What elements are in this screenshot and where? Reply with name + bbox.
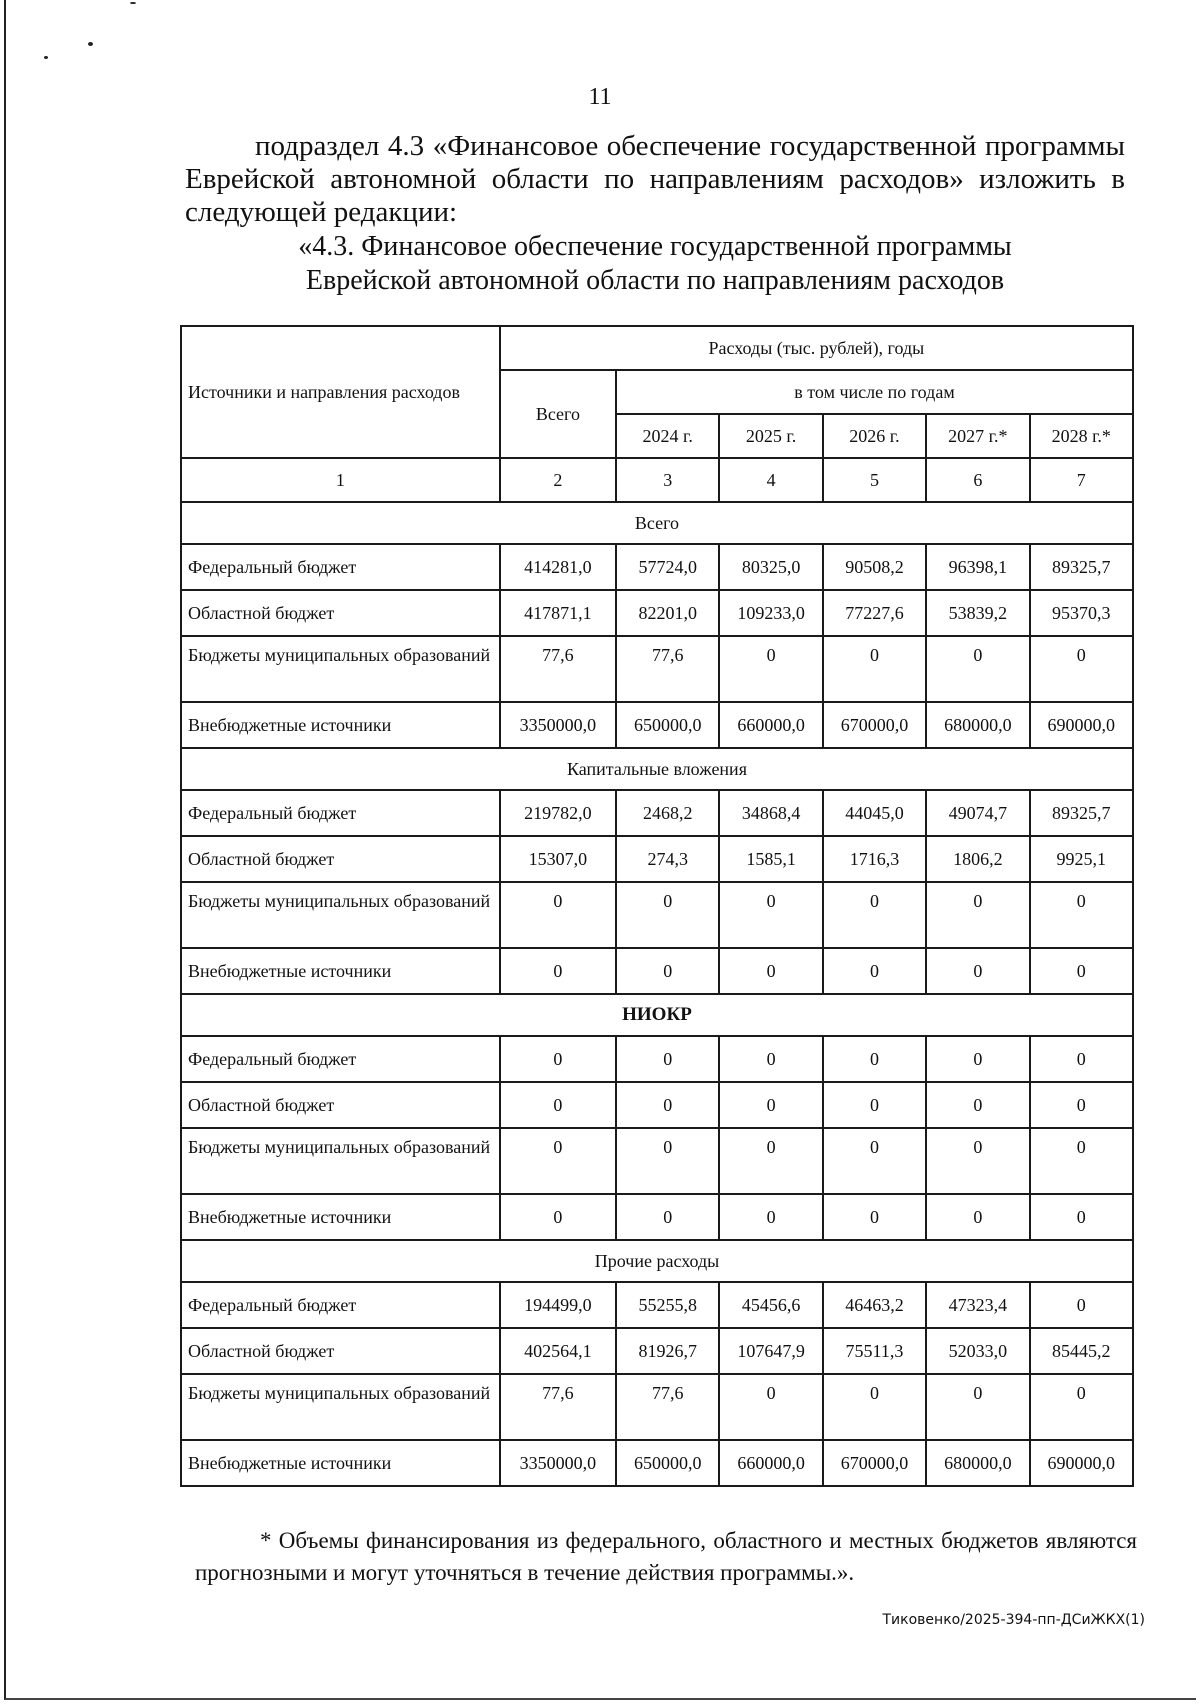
cell-year-value: 109233,0 xyxy=(719,590,822,636)
cell-total: 402564,1 xyxy=(500,1328,616,1374)
cell-year-value: 107647,9 xyxy=(719,1328,822,1374)
cell-year-value: 45456,6 xyxy=(719,1282,822,1328)
table-row xyxy=(181,1128,1133,1194)
table-row xyxy=(181,836,1133,882)
cell-year-value: 55255,8 xyxy=(616,1282,719,1328)
cell-year-value: 9925,1 xyxy=(1030,836,1133,882)
column-number: 5 xyxy=(823,458,926,502)
cell-year-value: 44045,0 xyxy=(823,790,926,836)
cell-year-value: 0 xyxy=(926,882,1029,948)
cell-year-value: 95370,3 xyxy=(1030,590,1133,636)
cell-year-value: 0 xyxy=(719,1194,822,1240)
cell-year-value: 0 xyxy=(926,1082,1029,1128)
header-year: 2026 г. xyxy=(823,414,926,458)
table-row xyxy=(181,1374,1133,1440)
row-source-name: Областной бюджет xyxy=(181,590,500,636)
cell-year-value: 0 xyxy=(1030,1282,1133,1328)
table-row xyxy=(181,590,1133,636)
table-row xyxy=(181,882,1133,948)
column-number: 2 xyxy=(500,458,616,502)
cell-year-value: 80325,0 xyxy=(719,544,822,590)
header-by-years: в том числе по годам xyxy=(616,370,1133,414)
cell-year-value: 49074,7 xyxy=(926,790,1029,836)
scan-speck xyxy=(88,42,93,46)
cell-total: 414281,0 xyxy=(500,544,616,590)
cell-year-value: 0 xyxy=(926,1128,1029,1194)
cell-total: 77,6 xyxy=(500,636,616,702)
cell-year-value: 82201,0 xyxy=(616,590,719,636)
cell-year-value: 670000,0 xyxy=(823,1440,926,1486)
cell-year-value: 77,6 xyxy=(616,1374,719,1440)
cell-total: 3350000,0 xyxy=(500,1440,616,1486)
header-year: 2028 г.* xyxy=(1030,414,1133,458)
header-year: 2027 г.* xyxy=(926,414,1029,458)
cell-year-value: 57724,0 xyxy=(616,544,719,590)
section-title: Всего xyxy=(181,502,1133,544)
cell-total: 0 xyxy=(500,948,616,994)
table-row xyxy=(181,1036,1133,1082)
table-row xyxy=(181,544,1133,590)
table-row xyxy=(181,1328,1133,1374)
row-source-name: Федеральный бюджет xyxy=(181,1282,500,1328)
row-source-name: Федеральный бюджет xyxy=(181,1036,500,1082)
cell-year-value: 690000,0 xyxy=(1030,1440,1133,1486)
column-number: 6 xyxy=(926,458,1029,502)
cell-year-value: 0 xyxy=(616,1082,719,1128)
cell-year-value: 0 xyxy=(1030,948,1133,994)
cell-total: 77,6 xyxy=(500,1374,616,1440)
cell-year-value: 0 xyxy=(926,1036,1029,1082)
cell-total: 0 xyxy=(500,1128,616,1194)
cell-year-value: 46463,2 xyxy=(823,1282,926,1328)
intro-text: подраздел 4.3 «Финансовое обеспечение государственной программы Еврейской автономной области по направлениям расходов» изложить в следующей редакции: xyxy=(185,130,1125,228)
section-row xyxy=(181,994,1133,1036)
cell-year-value: 0 xyxy=(616,882,719,948)
cell-year-value: 47323,4 xyxy=(926,1282,1029,1328)
cell-year-value: 650000,0 xyxy=(616,702,719,748)
cell-year-value: 680000,0 xyxy=(926,1440,1029,1486)
cell-year-value: 85445,2 xyxy=(1030,1328,1133,1374)
cell-total: 417871,1 xyxy=(500,590,616,636)
cell-year-value: 81926,7 xyxy=(616,1328,719,1374)
cell-year-value: 0 xyxy=(926,1194,1029,1240)
header-expenses: Расходы (тыс. рублей), годы xyxy=(500,326,1133,370)
table-row xyxy=(181,1194,1133,1240)
cell-year-value: 1585,1 xyxy=(719,836,822,882)
cell-year-value: 89325,7 xyxy=(1030,544,1133,590)
cell-year-value: 0 xyxy=(719,882,822,948)
cell-year-value: 0 xyxy=(823,1128,926,1194)
table-row xyxy=(181,702,1133,748)
section-row xyxy=(181,502,1133,544)
footnote-text: * Объемы финансирования из федерального, областного и местных бюджетов являются прогнозными и могут уточняться в течение действия программы.». xyxy=(195,1528,1137,1585)
header-total: Всего xyxy=(500,370,616,458)
cell-year-value: 0 xyxy=(823,948,926,994)
row-source-name: Областной бюджет xyxy=(181,1328,500,1374)
cell-year-value: 0 xyxy=(719,948,822,994)
column-number: 3 xyxy=(616,458,719,502)
cell-total: 0 xyxy=(500,1036,616,1082)
cell-year-value: 0 xyxy=(823,882,926,948)
table-row xyxy=(181,1282,1133,1328)
row-source-name: Бюджеты муниципальных образований xyxy=(181,636,500,702)
cell-year-value: 680000,0 xyxy=(926,702,1029,748)
table-body xyxy=(181,326,1133,1486)
cell-year-value: 0 xyxy=(1030,1082,1133,1128)
cell-year-value: 52033,0 xyxy=(926,1328,1029,1374)
cell-year-value: 89325,7 xyxy=(1030,790,1133,836)
cell-total: 219782,0 xyxy=(500,790,616,836)
header-year: 2024 г. xyxy=(616,414,719,458)
cell-year-value: 0 xyxy=(1030,882,1133,948)
row-source-name: Внебюджетные источники xyxy=(181,948,500,994)
cell-year-value: 0 xyxy=(823,1194,926,1240)
header-row-1 xyxy=(181,326,1133,370)
cell-year-value: 0 xyxy=(823,1082,926,1128)
cell-year-value: 53839,2 xyxy=(926,590,1029,636)
cell-year-value: 75511,3 xyxy=(823,1328,926,1374)
header-year: 2025 г. xyxy=(719,414,822,458)
column-number-row xyxy=(181,458,1133,502)
section-title: Капитальные вложения xyxy=(181,748,1133,790)
cell-year-value: 0 xyxy=(823,1036,926,1082)
row-source-name: Внебюджетные источники xyxy=(181,702,500,748)
cell-year-value: 650000,0 xyxy=(616,1440,719,1486)
cell-year-value: 0 xyxy=(1030,1036,1133,1082)
cell-year-value: 2468,2 xyxy=(616,790,719,836)
footnote xyxy=(195,1525,1137,1589)
table-row xyxy=(181,790,1133,836)
column-number: 4 xyxy=(719,458,822,502)
row-source-name: Внебюджетные источники xyxy=(181,1440,500,1486)
cell-total: 0 xyxy=(500,882,616,948)
cell-year-value: 0 xyxy=(1030,636,1133,702)
scan-speck xyxy=(130,2,136,4)
cell-year-value: 660000,0 xyxy=(719,1440,822,1486)
heading-line-2: Еврейской автономной области по направлениям расходов xyxy=(305,265,1005,296)
cell-year-value: 274,3 xyxy=(616,836,719,882)
cell-year-value: 690000,0 xyxy=(1030,702,1133,748)
cell-year-value: 90508,2 xyxy=(823,544,926,590)
cell-year-value: 0 xyxy=(719,1036,822,1082)
cell-year-value: 0 xyxy=(616,1036,719,1082)
cell-year-value: 0 xyxy=(1030,1374,1133,1440)
cell-year-value: 77,6 xyxy=(616,636,719,702)
cell-year-value: 0 xyxy=(719,1082,822,1128)
cell-year-value: 0 xyxy=(823,636,926,702)
cell-total: 0 xyxy=(500,1194,616,1240)
cell-year-value: 0 xyxy=(616,1194,719,1240)
section-row xyxy=(181,748,1133,790)
cell-total: 15307,0 xyxy=(500,836,616,882)
column-number: 7 xyxy=(1030,458,1133,502)
header-sources: Источники и направления расходов xyxy=(181,326,500,458)
table-row xyxy=(181,1440,1133,1486)
row-source-name: Бюджеты муниципальных образований xyxy=(181,882,500,948)
cell-year-value: 77227,6 xyxy=(823,590,926,636)
row-source-name: Бюджеты муниципальных образований xyxy=(181,1128,500,1194)
section-title: НИОКР xyxy=(181,994,1133,1036)
cell-year-value: 0 xyxy=(926,1374,1029,1440)
section-heading xyxy=(185,230,1125,298)
cell-year-value: 660000,0 xyxy=(719,702,822,748)
table-row xyxy=(181,1082,1133,1128)
row-source-name: Федеральный бюджет xyxy=(181,544,500,590)
scan-speck xyxy=(44,56,48,59)
cell-year-value: 0 xyxy=(1030,1128,1133,1194)
table-row xyxy=(181,948,1133,994)
cell-year-value: 0 xyxy=(616,1128,719,1194)
financing-table xyxy=(180,325,1134,1487)
cell-year-value: 0 xyxy=(823,1374,926,1440)
cell-year-value: 0 xyxy=(719,1374,822,1440)
cell-year-value: 0 xyxy=(719,1128,822,1194)
row-source-name: Бюджеты муниципальных образований xyxy=(181,1374,500,1440)
cell-total: 0 xyxy=(500,1082,616,1128)
cell-year-value: 0 xyxy=(926,636,1029,702)
row-source-name: Областной бюджет xyxy=(181,1082,500,1128)
cell-year-value: 96398,1 xyxy=(926,544,1029,590)
row-source-name: Внебюджетные источники xyxy=(181,1194,500,1240)
intro-paragraph xyxy=(185,130,1125,229)
column-number: 1 xyxy=(181,458,500,502)
cell-year-value: 1716,3 xyxy=(823,836,926,882)
document-code: Тиковенко/2025-394-пп-ДСиЖКХ(1) xyxy=(882,1612,1145,1628)
cell-year-value: 1806,2 xyxy=(926,836,1029,882)
cell-total: 194499,0 xyxy=(500,1282,616,1328)
section-row xyxy=(181,1240,1133,1282)
table-row xyxy=(181,636,1133,702)
cell-year-value: 670000,0 xyxy=(823,702,926,748)
cell-year-value: 0 xyxy=(616,948,719,994)
cell-year-value: 0 xyxy=(719,636,822,702)
page-number: 11 xyxy=(588,84,612,110)
section-title: Прочие расходы xyxy=(181,1240,1133,1282)
row-source-name: Областной бюджет xyxy=(181,836,500,882)
cell-year-value: 34868,4 xyxy=(719,790,822,836)
row-source-name: Федеральный бюджет xyxy=(181,790,500,836)
heading-line-1: «4.3. Финансовое обеспечение государственной программы xyxy=(298,231,1012,262)
cell-year-value: 0 xyxy=(926,948,1029,994)
cell-total: 3350000,0 xyxy=(500,702,616,748)
cell-year-value: 0 xyxy=(1030,1194,1133,1240)
